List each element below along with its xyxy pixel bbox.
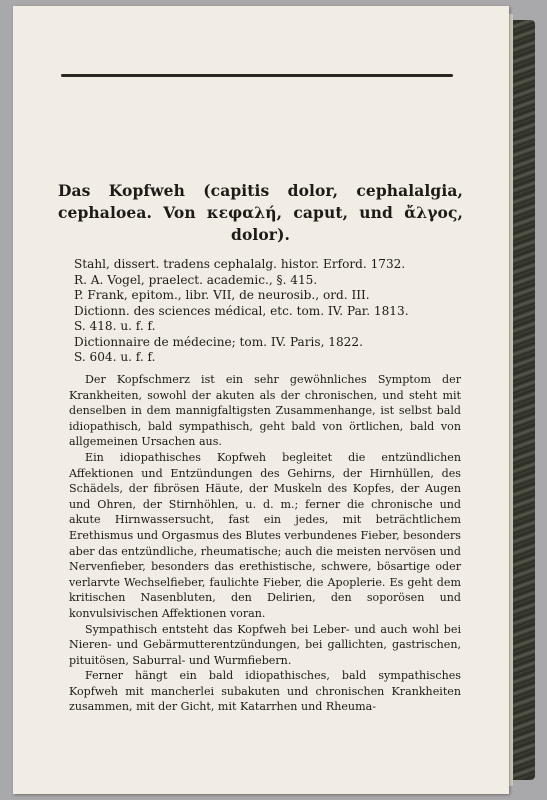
paragraph: Sympathisch entsteht das Kopfweh bei Leber- und auch wohl bei Nieren- und Gebärmutterentzündungen, bei gallichten, gastrischen, pituitösen, Saburral- und Wurmfiebern. [69,622,461,667]
header-rule [61,74,453,77]
reference-line: Dictionn. des sciences médical, etc. tom. IV. Par. 1813. [74,303,409,318]
reference-line: P. Frank, epitom., libr. VII, de neurosib., ord. III. [74,288,370,302]
paragraph: Der Kopfschmerz ist ein sehr gewöhnliches Symptom der Krankheiten, sowohl der akuten als der chronischen, und steht mit denselben in dem mannigfaltigsten Zusammenhange, ist selbst bald idiopathisch, bald sympathisch, geht bald von örtlichen, bald von allgemeinen Ursachen aus. [69,373,461,449]
reference-line: S. 418. u. f. f. [74,319,156,333]
reference-list [74,257,460,366]
reference-line: R. A. Vogel, praelect. academic., §. 415. [74,272,318,287]
reference-line: Stahl, dissert. tradens cephalalg. histor. Erford. 1732. [74,257,406,271]
reference-line: Dictionnaire de médecine; tom. IV. Paris, 1822. [74,334,363,349]
body-text [69,372,461,715]
reference-line: S. 604. u. f. f. [74,350,156,364]
section-title: Das Kopfweh (capitis dolor, cephalalgia, cephaloea. Von κεφαλή, caput, und ἄλγος, dolor). [58,181,463,244]
paragraph: Ein idiopathisches Kopfweh begleitet die entzündlichen Affektionen und Entzündungen des Gehirns, der Hirnhüllen, des Schädels, der fibrösen Häute, der Muskeln des Kopfes, der Augen und Ohren, der Stirnhöhlen, u. d. m.; ferner die chronische und akute Hirnwassersucht, fast ein jedes, mit beträchtlichem Erethismus und Orgasmus des Blutes verbundenes Fieber, besonders aber das entzündliche, rheumatische; auch die meisten nervösen und Nervenfieber, besonders das erethistische, schwere, bösartige oder verlarvte Wechselfieber, faulichte Fieber, die Apoplerie. Es geht dem kritischen Nasenbluten, den Delirien, den soporösen und konvulsivischen Affektionen voran. [69,450,461,620]
book-page [13,6,509,794]
book-spine [511,20,535,780]
paragraph: Ferner hängt ein bald idiopathisches, bald sympathisches Kopfweh mit mancherlei subakuten und chronischen Krankheiten zusammen, mit der Gicht, mit Katarrhen und Rheuma- [69,669,461,714]
